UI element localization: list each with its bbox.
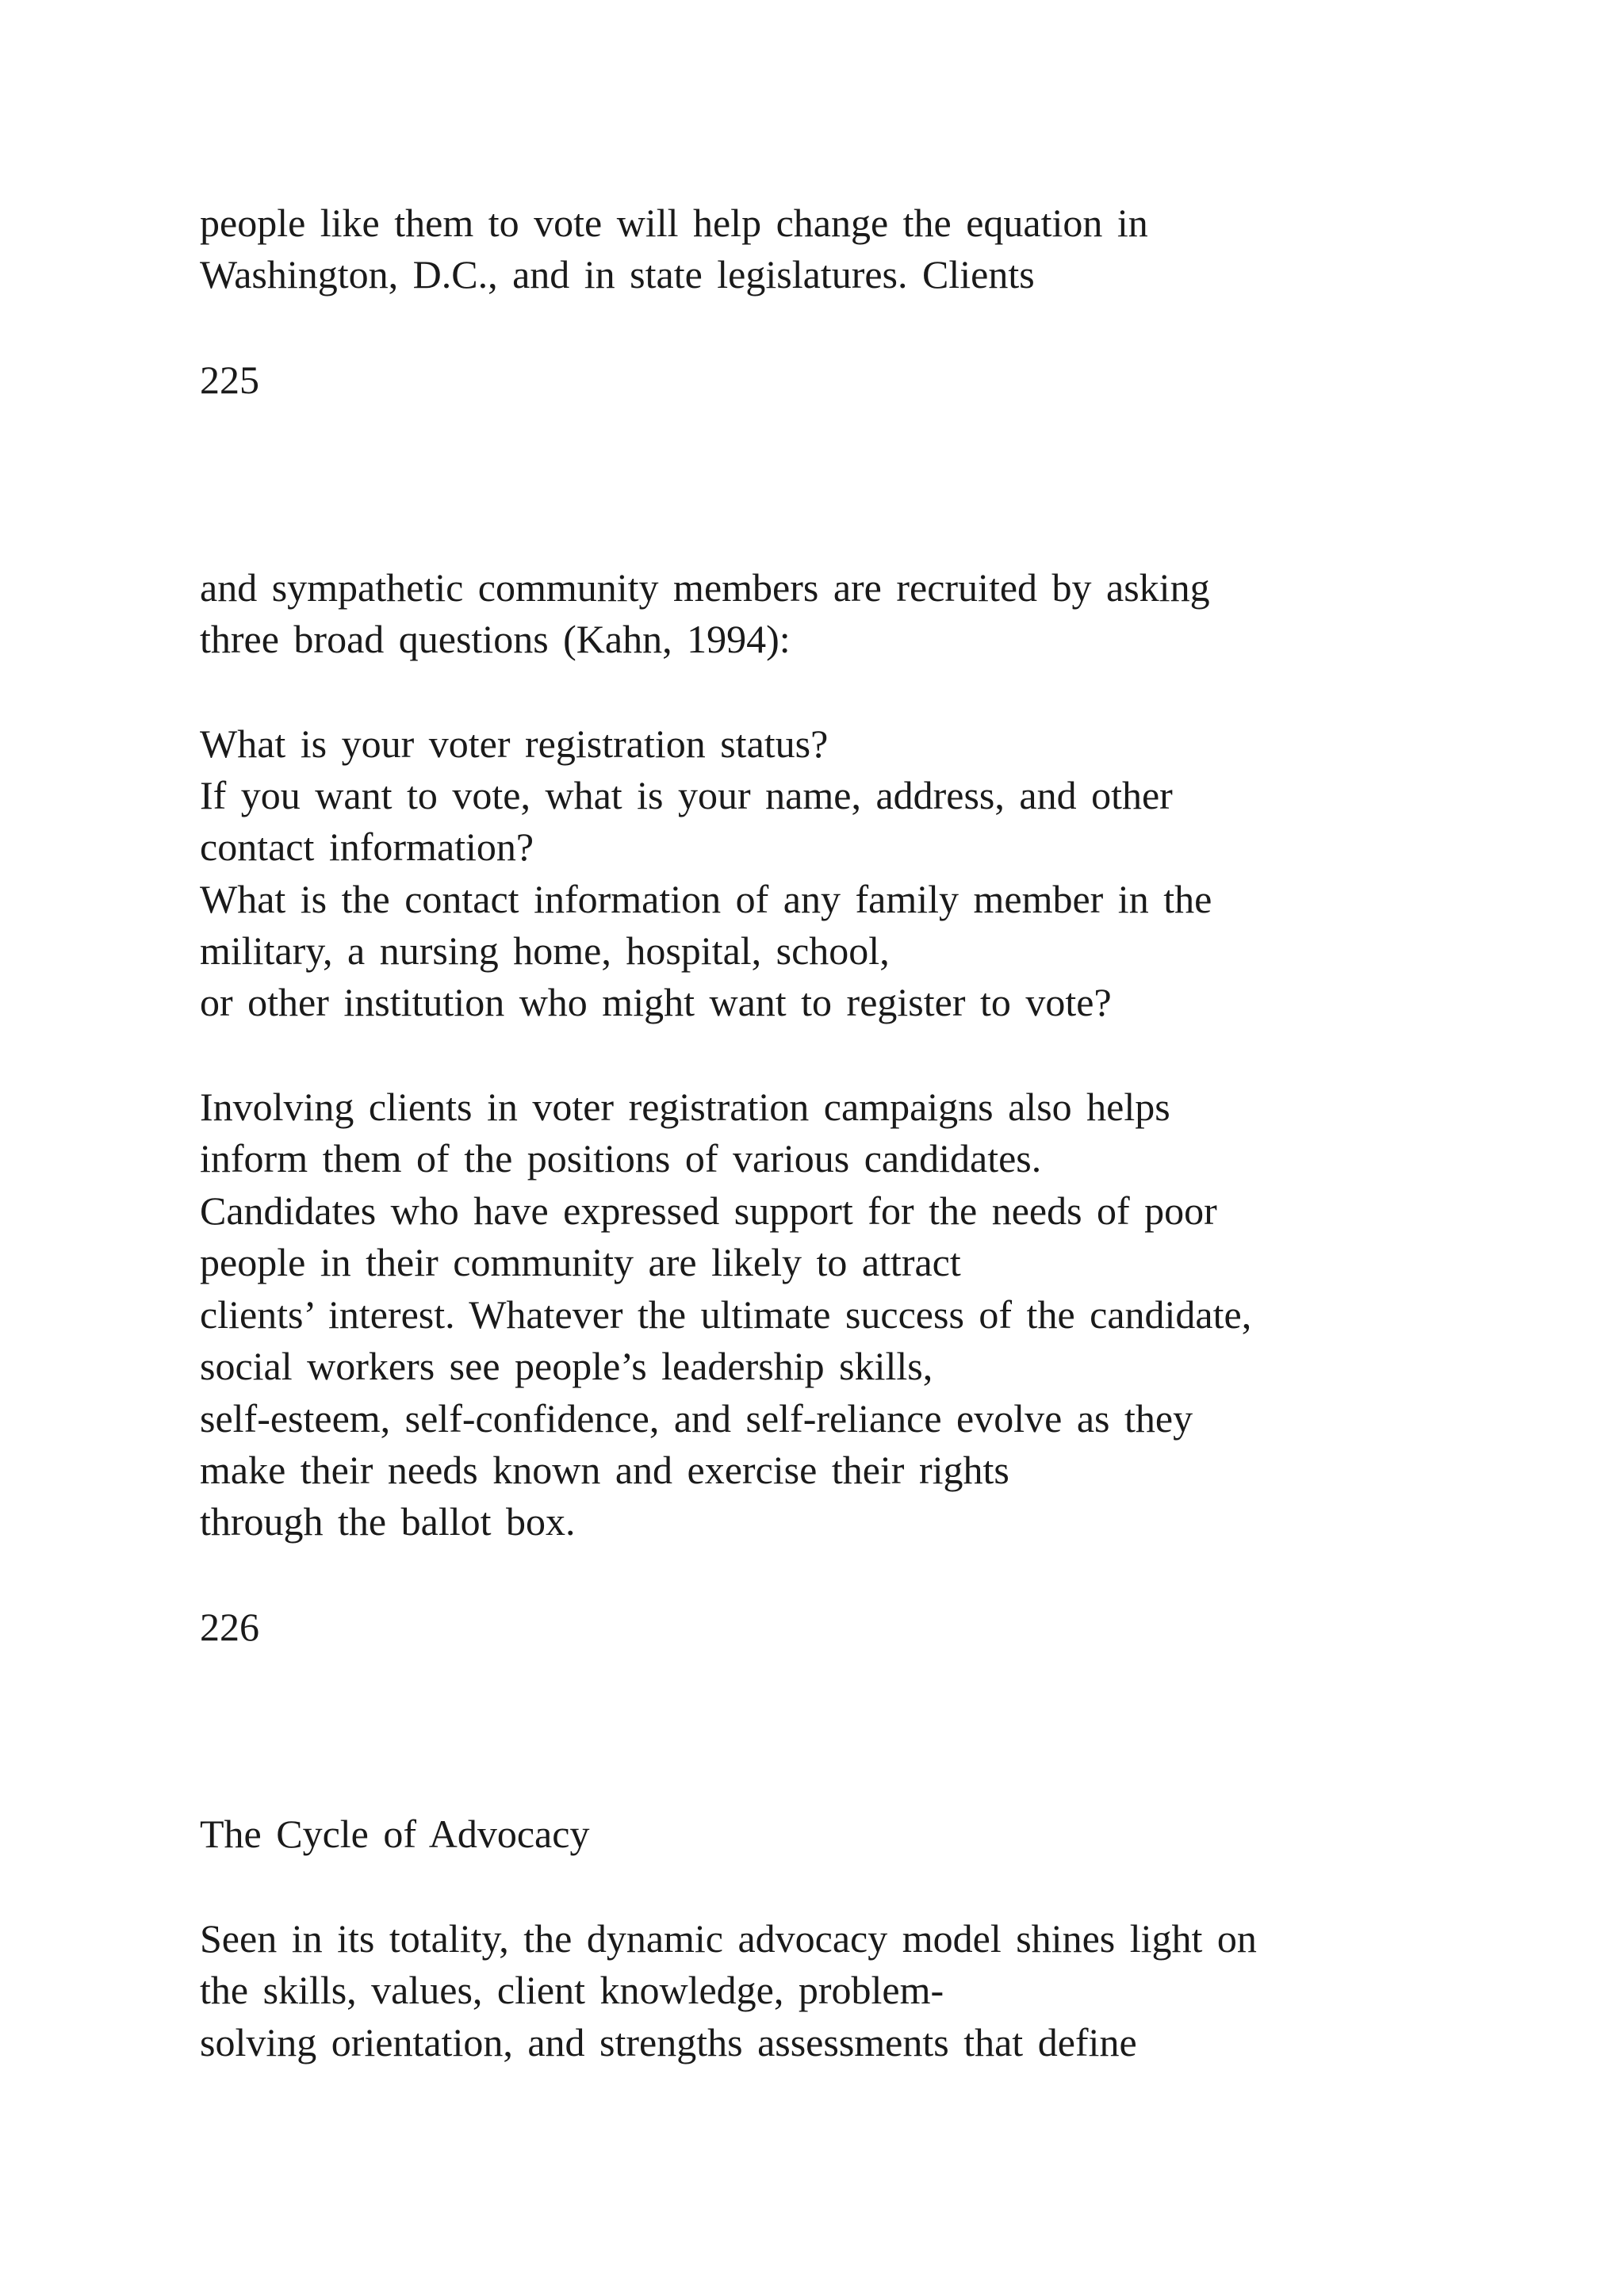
paragraph-line: three broad questions (Kahn, 1994):	[200, 617, 791, 661]
paragraph-line: inform them of the positions of various candidates.	[200, 1136, 1042, 1181]
page-number: 226	[200, 1605, 259, 1649]
question-line: What is your voter registration status?	[200, 721, 829, 766]
question-line: What is the contact information of any family member in the	[200, 877, 1212, 921]
paragraph-line: Candidates who have expressed support for the needs of poor	[200, 1188, 1217, 1233]
paragraph-line: solving orientation, and strengths assessments that define	[200, 2020, 1137, 2064]
paragraph-line: people in their community are likely to attract	[200, 1240, 961, 1284]
question-line: If you want to vote, what is your name, address, and other	[200, 773, 1173, 817]
paragraph-line: self-esteem, self-confidence, and self-reliance evolve as they	[200, 1396, 1193, 1441]
question-line: contact information?	[200, 825, 534, 869]
paragraph-line: the skills, values, client knowledge, problem-	[200, 1968, 944, 2012]
paragraph-line: Seen in its totality, the dynamic advocacy model shines light on	[200, 1916, 1257, 1961]
paragraph-line: people like them to vote will help change the equation in	[200, 201, 1148, 245]
question-line: or other institution who might want to register to vote?	[200, 980, 1112, 1024]
paragraph-line: social workers see people’s leadership skills,	[200, 1344, 933, 1388]
paragraph-line: Involving clients in voter registration campaigns also helps	[200, 1085, 1170, 1129]
paragraph-line: through the ballot box.	[200, 1499, 576, 1544]
paragraph-line: clients’ interest. Whatever the ultimate success of the candidate,	[200, 1292, 1252, 1337]
paragraph-line: and sympathetic community members are recruited by asking	[200, 565, 1210, 610]
paragraph-line: make their needs known and exercise their rights	[200, 1448, 1009, 1492]
question-line: military, a nursing home, hospital, school,	[200, 928, 890, 973]
paragraph-line: Washington, D.C., and in state legislatures. Clients	[200, 252, 1035, 297]
section-heading: The Cycle of Advocacy	[200, 1812, 590, 1856]
page-number: 225	[200, 358, 259, 402]
